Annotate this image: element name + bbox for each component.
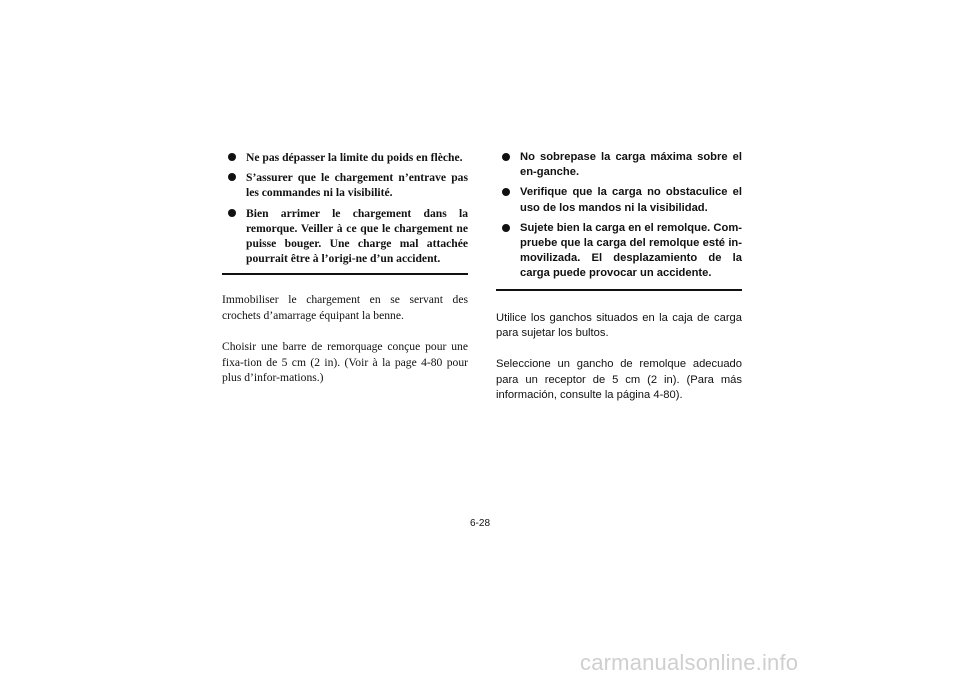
warning-text: S’assurer que le chargement n’entrave pas les commandes ni la visibilité. — [246, 171, 468, 200]
body-paragraph: Seleccione un gancho de remolque adecuado para un receptor de 5 cm (2 in). (Para más información, consulte la página 4-80). — [496, 358, 742, 402]
bullet-icon — [502, 153, 510, 161]
warning-item — [496, 221, 742, 282]
divider-rule — [496, 289, 742, 291]
spanish-warning-list — [496, 150, 742, 282]
warning-item — [496, 185, 742, 215]
spanish-column — [496, 150, 742, 404]
warning-text: Bien arrimer le chargement dans la remorque. Veiller à ce que le chargement ne puisse bouger. Une charge mal attachée pourrait être à l’origi-ne d’un accident. — [246, 206, 468, 266]
bullet-icon — [228, 173, 236, 181]
warning-item — [222, 170, 468, 200]
body-paragraph: Immobiliser le chargement en se servant des crochets d’amarrage équipant la benne. — [222, 293, 468, 322]
body-paragraph: Choisir une barre de remorquage conçue pour une fixa-tion de 5 cm (2 in). (Voir à la page 4-80 pour plus d’infor-mations.) — [222, 340, 468, 385]
warning-item — [496, 150, 742, 180]
french-warning-list — [222, 150, 468, 266]
warning-item — [222, 150, 468, 165]
warning-item — [222, 206, 468, 267]
bullet-icon — [502, 224, 510, 232]
warning-text: No sobrepase la carga máxima sobre el en-ganche. — [520, 151, 742, 179]
body-paragraph: Utilice los ganchos situados en la caja de carga para sujetar los bultos. — [496, 311, 742, 340]
warning-text: Verifique que la carga no obstaculice el uso de los mandos ni la visibilidad. — [520, 186, 742, 214]
watermark-text: carmanualsonline.info — [580, 650, 799, 675]
french-column — [222, 150, 468, 385]
bullet-icon — [502, 188, 510, 196]
bullet-icon — [228, 153, 236, 161]
page-number: 6-28 — [469, 518, 490, 529]
warning-text: Sujete bien la carga en el remolque. Com-pruebe que la carga del remolque esté in-movilizada. El desplazamiento de la carga puede provocar un accidente. — [520, 221, 742, 280]
divider-rule — [222, 273, 468, 275]
warning-text: Ne pas dépasser la limite du poids en flèche. — [246, 151, 463, 164]
bullet-icon — [228, 209, 236, 217]
